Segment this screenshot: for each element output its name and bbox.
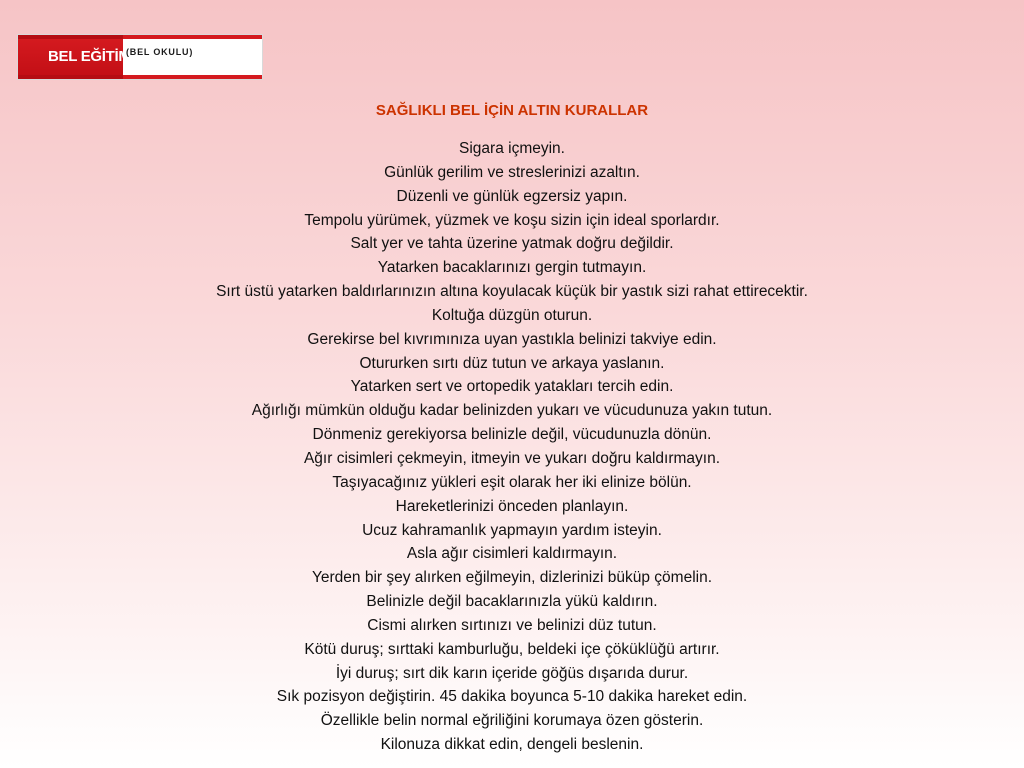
rule-item: Kilonuza dikkat edin, dengeli beslenin. [380, 736, 644, 754]
rule-item: Ağır cisimleri çekmeyin, itmeyin ve yukarı doğru kaldırmayın. [303, 449, 721, 467]
logo-white-block [123, 35, 262, 79]
rule-item: Otururken sırtı düz tutun ve arkaya yaslanın. [359, 354, 665, 372]
rule-item: İyi duruş; sırt dik karın içeride göğüs dışarıda durur. [335, 664, 689, 682]
rule-item: Sigara içmeyin. [459, 140, 565, 157]
page-title: SAĞLIKLI BEL İÇİN ALTIN KURALLAR [375, 102, 649, 119]
rule-item: Dönmeniz gerekiyorsa belinizle değil, vücudunuzla dönün. [312, 426, 712, 444]
rule-item: Ağırlığı mümkün olduğu kadar belinizden yukarı ve vücudunuza yakın tutun. [251, 402, 773, 420]
rule-item: Hareketlerinizi önceden planlayın. [395, 497, 629, 515]
rule-item: Tempolu yürümek, yüzmek ve koşu sizin için ideal sporlardır. [304, 211, 720, 229]
rule-item: Yerden bir şey alırken eğilmeyin, dizlerinizi büküp çömelin. [311, 569, 713, 587]
rule-item: Cismi alırken sırtınızı ve belinizi düz tutun. [367, 616, 657, 634]
rule-item: Özellikle belin normal eğriliğini korumaya özen gösterin. [320, 712, 704, 730]
logo-sub-text: (BEL OKULU) [126, 47, 194, 57]
rule-item: Asla ağır cisimleri kaldırmayın. [406, 545, 618, 563]
rule-item: Ucuz kahramanlık yapmayın yardım isteyin. [362, 521, 662, 539]
rule-item: Belinizle değil bacaklarınızla yükü kaldırın. [366, 593, 658, 611]
rule-item: Yatarken sert ve ortopedik yatakları tercih edin. [350, 378, 674, 396]
rule-item: Kötü duruş; sırttaki kamburluğu, beldeki içe çöküklüğü artırır. [304, 640, 720, 658]
rule-item: Günlük gerilim ve streslerinizi azaltın. [384, 163, 640, 181]
rule-item: Sırt üstü yatarken baldırlarınızın altına koyulacak küçük bir yastık sizi rahat ettirecektir. [216, 283, 808, 301]
rule-item: Koltuğa düzgün oturun. [431, 306, 593, 324]
rule-item: Taşıyacağınız yükleri eşit olarak her iki elinize bölün. [332, 473, 692, 491]
logo-red-block [18, 35, 135, 79]
rules-list [0, 137, 1024, 757]
logo-main-text: BEL EĞİTİMİ [48, 48, 135, 65]
rule-item: Düzenli ve günlük egzersiz yapın. [396, 187, 628, 205]
rule-item: Gerekirse bel kıvrımınıza uyan yastıkla belinizi takviye edin. [307, 330, 717, 348]
rule-item: Salt yer ve tahta üzerine yatmak doğru değildir. [350, 235, 674, 253]
rule-item: Sık pozisyon değiştirin. 45 dakika boyunca 5-10 dakika hareket edin. [276, 688, 748, 706]
bel-egitimi-logo [17, 34, 263, 80]
rule-item: Yatarken bacaklarınızı gergin tutmayın. [377, 259, 647, 277]
